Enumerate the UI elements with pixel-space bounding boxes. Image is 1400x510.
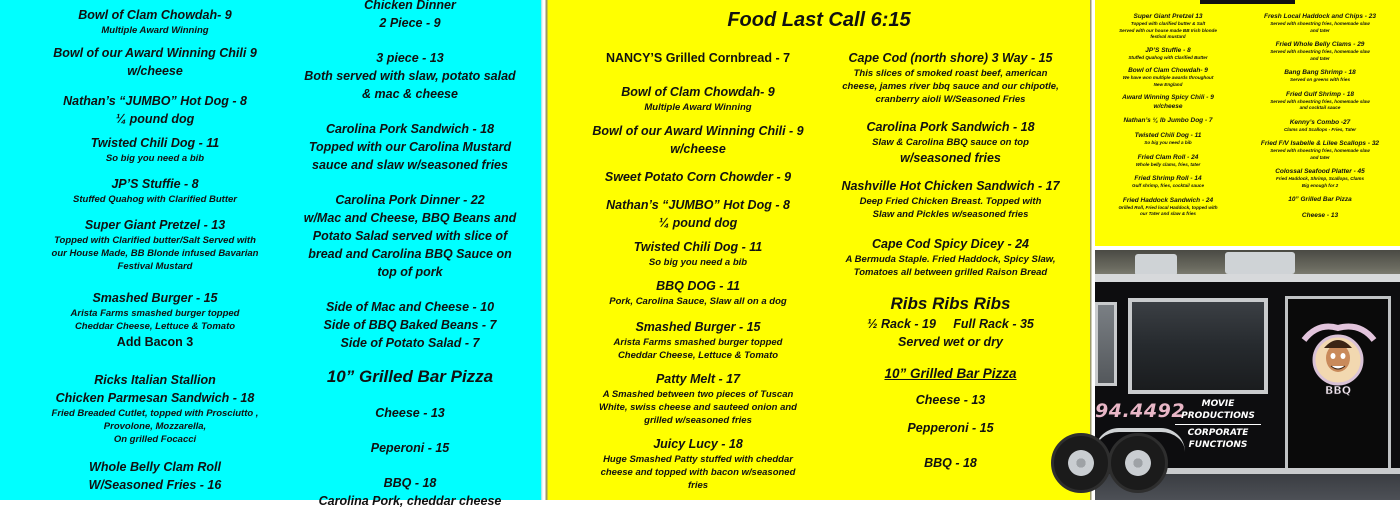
- menu-item-subtitle: w/cheese: [127, 64, 183, 78]
- menu-item: [1103, 153, 1233, 169]
- menu-item-desc-line: Fried Breaded Cutlet, topped with Prosciutto ,: [51, 408, 259, 419]
- menu-item-title: Smashed Burger - 15: [92, 291, 218, 305]
- menu-item: [1103, 93, 1233, 111]
- yellow-menu-column-1: [568, 49, 828, 492]
- menu-item-desc-line: Huge Smashed Patty stuffed with cheddar: [603, 454, 793, 465]
- menu-item-desc-line: Whole belly clams, fries, tater: [1135, 161, 1201, 167]
- menu-item-title: Fried Gulf Shrimp - 18: [1286, 90, 1354, 98]
- menu-item-title: Chicken Dinner: [364, 0, 456, 12]
- menu-item-title: Ricks Italian Stallion: [94, 373, 216, 387]
- cyan-menu-panel: [0, 0, 541, 508]
- small-menu-column-1: [1103, 12, 1233, 218]
- roof-vent: [1135, 254, 1177, 276]
- menu-item: [20, 371, 290, 446]
- menu-item-desc-line: Deep Fried Chicken Breast. Topped with: [859, 196, 1042, 207]
- menu-item: [568, 435, 828, 492]
- menu-item-desc-line: our Tater and slaw & fries: [1140, 211, 1196, 216]
- pizza-item: Pepperoni - 15: [907, 421, 994, 435]
- bbq-logo-icon: [1298, 318, 1378, 398]
- menu-item: [823, 177, 1078, 221]
- menu-item-title: Kenny’s Combo -27: [1289, 118, 1351, 126]
- menu-item-desc-line: Served with shoestring fries, homemade slaw: [1270, 98, 1370, 104]
- menu-item-title: Carolina Pork Sandwich - 18: [325, 122, 495, 136]
- roof-vent: [1225, 252, 1295, 274]
- menu-item-title: Bowl of our Award Winning Chili 9: [53, 46, 257, 60]
- food-truck-photo: [1095, 250, 1400, 500]
- menu-item-desc-line: We have won multiple awards throughout: [1122, 75, 1214, 80]
- menu-item-title: Carolina Pork Dinner - 22: [335, 193, 485, 207]
- last-call-header: Food Last Call 6:15: [727, 9, 911, 31]
- menu-item-subtitle: w/cheese: [670, 142, 726, 156]
- menu-item: [1103, 131, 1233, 147]
- menu-item: [1103, 46, 1233, 62]
- menu-item: [568, 370, 828, 427]
- menu-item-title: Carolina Pork Sandwich - 18: [866, 120, 1035, 134]
- menu-item-desc-line: cranberry aioli W/Seasoned Fries: [875, 94, 1026, 105]
- menu-item-desc-line: cheese and topped with bacon w/seasoned: [600, 467, 796, 478]
- menu-item-title: Twisted Chili Dog - 11: [1134, 132, 1202, 139]
- menu-item-desc-line: Served with shoestring fries, homemade slaw: [1270, 49, 1370, 54]
- menu-item-desc-line: Topped with Clarified butter/Salt Served with: [54, 235, 256, 246]
- service-line: PRODUCTIONS: [1181, 411, 1255, 421]
- menu-item-desc-line: Tomatoes all between grilled Raison Bread: [853, 267, 1048, 278]
- menu-item-desc-line: & mac & cheese: [362, 87, 458, 101]
- menu-item-title: Fried Shrimp Roll - 14: [1134, 175, 1202, 182]
- menu-item-desc-line: A Smashed between two pieces of Tuscan: [602, 389, 794, 400]
- services-divider: [1175, 424, 1261, 425]
- menu-item-subtitle: w/seasoned fries: [900, 151, 1001, 165]
- ribs-prices: ½ Rack - 19 Full Rack - 35: [867, 317, 1034, 331]
- menu-item-title: JP’S Stuffie - 8: [1145, 46, 1191, 54]
- menu-item-title: Super Giant Pretzel - 13: [84, 218, 226, 232]
- menu-item-desc-line: Arista Farms smashed burger topped: [613, 337, 783, 348]
- pizza-item: Cheese - 13: [1301, 212, 1339, 219]
- menu-item-price-option: 3 piece - 13: [376, 51, 444, 65]
- menu-item-desc: So big you need a bib: [105, 153, 205, 164]
- menu-item: [1103, 196, 1233, 218]
- menu-item: [1103, 174, 1233, 190]
- menu-item: [20, 216, 290, 273]
- menu-item-desc-line: Gulf shrimp, fries, cocktail sauce: [1132, 183, 1204, 188]
- menu-item-title: Nathan’s “JUMBO” Hot Dog - 8: [606, 198, 790, 212]
- pizza-section-header: 10” Grilled Bar Pizza: [884, 366, 1017, 381]
- menu-item-title: Fried Clam Roll - 24: [1137, 153, 1199, 161]
- yellow-menu-panel: [548, 0, 1090, 500]
- menu-item-desc-line: Both served with slaw, potato salad: [304, 69, 516, 83]
- menu-item-desc: Slaw & Carolina BBQ sauce on top: [872, 137, 1029, 148]
- menu-item-desc-line: Festival Mustard: [117, 261, 193, 272]
- menu-item: [20, 134, 290, 165]
- menu-item-pork-dinner: [280, 191, 540, 281]
- menu-item-desc-line: Topped with clarified butter & Salt: [1130, 21, 1206, 26]
- menu-item-desc-line: bread and Carolina BBQ Sauce on: [308, 247, 512, 261]
- side-item: Side of Potato Salad - 7: [340, 336, 480, 350]
- menu-item-desc: Multiple Award Winning: [644, 102, 752, 113]
- truck-phone-number: 94.4492: [1095, 400, 1186, 422]
- menu-item: [568, 318, 828, 362]
- menu-item-desc-line: fries: [687, 480, 709, 491]
- menu-item-desc-line: grilled w/seasoned fries: [644, 415, 752, 426]
- menu-item-title: Bang Bang Shrimp - 18: [1284, 69, 1356, 76]
- menu-item: [568, 83, 828, 114]
- menu-item-title: Fried Whole Belly Clams - 29: [1275, 41, 1365, 48]
- svg-text:BBQ: BBQ: [1324, 384, 1352, 397]
- service-line: MOVIE: [1201, 399, 1235, 409]
- small-menu-column-2: [1245, 12, 1395, 220]
- ribs-header: Ribs Ribs Ribs: [890, 294, 1011, 313]
- menu-item-desc-line: White, swiss cheese and sauteed onion and: [599, 402, 797, 413]
- menu-item-desc-line: Fried Haddock, Shrimp, Scallops, Clams: [1275, 176, 1365, 181]
- pizza-item-desc: Carolina Pork, cheddar cheese: [318, 494, 502, 508]
- menu-item-title: Bowl of Clam Chowdah- 9: [621, 85, 775, 99]
- menu-item: [1245, 139, 1395, 161]
- menu-item: [20, 92, 290, 128]
- pizza-section-header: 10” Grilled Bar Pizza: [326, 367, 494, 386]
- menu-item-subtitle: w/cheese: [1153, 103, 1183, 110]
- menu-item-desc-line: Served on greens with fries: [1290, 77, 1350, 82]
- pizza-item: Cheese - 13: [915, 393, 986, 407]
- menu-item-desc-line: Cheddar Cheese, Lettuce & Tomato: [74, 321, 236, 332]
- menu-item-desc-line: cheese, james river bbq sauce and our chipotle,: [842, 81, 1059, 92]
- menu-item-price-option: 2 Piece - 9: [379, 16, 441, 30]
- menu-item-subtitle: W/Seasoned Fries - 16: [88, 478, 222, 492]
- menu-item-title: Bowl of our Award Winning Chili - 9: [592, 124, 804, 138]
- menu-item: [568, 196, 828, 232]
- menu-item-desc-line: Grilled Roll, Fried local Haddock, topped with: [1118, 204, 1218, 210]
- menu-item-desc-line: Provolone, Mozzarella,: [103, 421, 207, 432]
- menu-item-desc-line: New England: [1153, 81, 1183, 87]
- menu-item: [823, 118, 1078, 167]
- menu-item-desc-line: Served with shoestring fries, homemade slaw: [1270, 148, 1370, 153]
- menu-item-desc-line: A Bermuda Staple. Fried Haddock, Spicy Slaw,: [845, 254, 1056, 265]
- menu-item-desc-line: Stuffed Quahog with Clarified Butter: [1128, 54, 1208, 60]
- menu-item: [20, 44, 290, 80]
- menu-item-title: Bowl of Clam Chowdah- 9: [78, 8, 232, 22]
- menu-item-desc-line: sauce and slaw w/seasoned fries: [312, 158, 508, 172]
- side-item: Side of BBQ Baked Beans - 7: [323, 318, 497, 332]
- service-line: CORPORATE: [1187, 428, 1249, 438]
- menu-item-desc-line: This slices of smoked roast beef, american: [853, 68, 1048, 79]
- menu-item-desc-line: w/Mac and Cheese, BBQ Beans and: [303, 211, 517, 225]
- menu-item-title: Whole Belly Clam Roll: [89, 460, 221, 474]
- menu-item-desc-line: So big you need a bib: [1144, 140, 1192, 145]
- menu-item-title: Twisted Chili Dog - 11: [90, 136, 220, 150]
- menu-item-subtitle: ¼ pound dog: [115, 112, 195, 126]
- menu-item: [1103, 66, 1233, 88]
- menu-item: [1245, 68, 1395, 84]
- menu-item-desc: Multiple Award Winning: [101, 25, 209, 36]
- menu-item: [1245, 90, 1395, 112]
- menu-item-title: Nathan’s ¼ lb Jumbo Dog - 7: [1123, 117, 1213, 124]
- side-item: Side of Mac and Cheese - 10: [325, 300, 495, 314]
- menu-item-title: Twisted Chili Dog - 11: [633, 240, 763, 254]
- menu-item-title: Fresh Local Haddock and Chips - 23: [1264, 13, 1376, 20]
- menu-item: [1103, 116, 1233, 125]
- wheel-hub: [1068, 450, 1094, 476]
- menu-item-desc: Stuffed Quahog with Clarified Butter: [73, 194, 237, 205]
- menu-item-title: Award Winning Spicy Chili - 9: [1122, 94, 1214, 101]
- menu-item-title: Juicy Lucy - 18: [653, 437, 743, 451]
- menu-item-subtitle: ¼ pound dog: [658, 216, 738, 230]
- pizza-section-header: 10” Grilled Bar Pizza: [1288, 196, 1352, 203]
- menu-item: [568, 277, 828, 308]
- menu-item-desc-line: Slaw and Pickles w/seasoned fries: [872, 209, 1029, 220]
- trailer-window-left: [1095, 302, 1117, 386]
- menu-item-title: Nashville Hot Chicken Sandwich - 17: [841, 179, 1060, 193]
- menu-item-addon: Add Bacon 3: [116, 335, 194, 349]
- menu-item-title: Colossal Seafood Platter - 45: [1275, 168, 1365, 175]
- menu-item-title: Super Giant Pretzel 13: [1133, 13, 1203, 20]
- menu-item-desc-line: and tater: [1310, 27, 1330, 33]
- menu-item-title: Cape Cod Spicy Dicey - 24: [871, 237, 1029, 251]
- menu-item-title: Smashed Burger - 15: [635, 320, 761, 334]
- menu-item-desc-line: Arista Farms smashed burger topped: [70, 308, 240, 319]
- menu-item-title: Sweet Potato Corn Chowder - 9: [604, 170, 792, 184]
- trailer-wheel: [1051, 433, 1111, 493]
- menu-item-desc-line: and tater: [1310, 154, 1330, 160]
- sides-list: [280, 298, 540, 352]
- menu-item-desc-line: Potato Salad served with slice of: [312, 229, 508, 243]
- menu-item: [823, 49, 1078, 106]
- ribs-section: [823, 293, 1078, 351]
- menu-item-title: NANCY’S Grilled Cornbread - 7: [605, 51, 791, 65]
- service-line: FUNCTIONS: [1188, 440, 1248, 450]
- menu-item: [568, 238, 828, 269]
- yellow-menu-column-2: [823, 49, 1078, 472]
- wheel-hub: [1125, 450, 1151, 476]
- menu-item-title: Cape Cod (north shore) 3 Way - 15: [848, 51, 1053, 65]
- menu-item-desc-line: top of pork: [377, 265, 443, 279]
- menu-item: [20, 458, 290, 494]
- panel-divider: [541, 0, 548, 500]
- menu-item: [1245, 12, 1395, 34]
- pizza-item: BBQ - 18: [383, 476, 437, 490]
- menu-item-desc-line: On grilled Focacci: [113, 434, 197, 445]
- menu-item: [568, 122, 828, 158]
- small-menu-panel: [1095, 0, 1400, 246]
- menu-item-title: Nathan’s “JUMBO” Hot Dog - 8: [63, 94, 247, 108]
- menu-item-subtitle: Chicken Parmesan Sandwich - 18: [55, 391, 255, 405]
- menu-item: [823, 235, 1078, 279]
- menu-item-desc-line: festival mustard: [1150, 34, 1186, 39]
- menu-item-desc: Pork, Carolina Sauce, Slaw all on a dog: [609, 296, 787, 307]
- menu-item-title: Patty Melt - 17: [655, 372, 741, 386]
- truck-services-text: [1175, 398, 1261, 451]
- menu-item-desc-line: Clams and Scallops - Fries, Tater: [1283, 126, 1357, 132]
- menu-item-desc-line: and tater: [1310, 55, 1330, 61]
- menu-item-title: Bowl of Clam Chowdah- 9: [1128, 67, 1208, 74]
- trailer-wheel: [1108, 433, 1168, 493]
- menu-item-desc-line: Cheddar Cheese, Lettuce & Tomato: [617, 350, 779, 361]
- menu-item-pork-sandwich: [280, 120, 540, 174]
- cyan-menu-column-1: [20, 6, 290, 494]
- pizza-item: BBQ - 18: [924, 456, 977, 470]
- ribs-note: Served wet or dry: [898, 335, 1003, 349]
- menu-item-desc-line: Served with our house made BB Irish blonde: [1119, 27, 1217, 33]
- menu-item: [20, 6, 290, 37]
- menu-item-desc-line: our House Made, BB Blonde infused Bavarian: [51, 248, 259, 259]
- menu-item-desc-line: Served with shoestring fries, homemade slaw: [1270, 21, 1370, 26]
- pizza-item: Peperoni - 15: [370, 441, 450, 455]
- menu-item-desc: So big you need a bib: [648, 257, 748, 268]
- menu-item-desc-line: and cocktail sauce: [1299, 105, 1341, 110]
- menu-item-title: JP’S Stuffie - 8: [111, 177, 199, 191]
- menu-item: [1245, 167, 1395, 189]
- small-menu-header-bar: [1200, 0, 1295, 4]
- menu-item-desc-line: Topped with our Carolina Mustard: [308, 140, 512, 154]
- menu-item: [1245, 40, 1395, 62]
- menu-item-title: Fried Haddock Sandwich - 24: [1122, 196, 1214, 204]
- serving-window: [1128, 298, 1268, 394]
- menu-item-desc-line: Big enough for 2: [1301, 182, 1339, 188]
- pizza-item: Cheese - 13: [375, 406, 445, 420]
- menu-item-chicken-dinner: [280, 0, 540, 103]
- menu-item-title: Fried F/V Isabelle & Lilee Scallops - 32: [1260, 140, 1380, 147]
- menu-item: [1245, 118, 1395, 134]
- menu-item: [20, 175, 290, 206]
- menu-item-title: BBQ DOG - 11: [656, 279, 740, 293]
- menu-item: [1103, 12, 1233, 41]
- menu-item: [20, 289, 290, 351]
- cyan-menu-column-2: [280, 0, 540, 510]
